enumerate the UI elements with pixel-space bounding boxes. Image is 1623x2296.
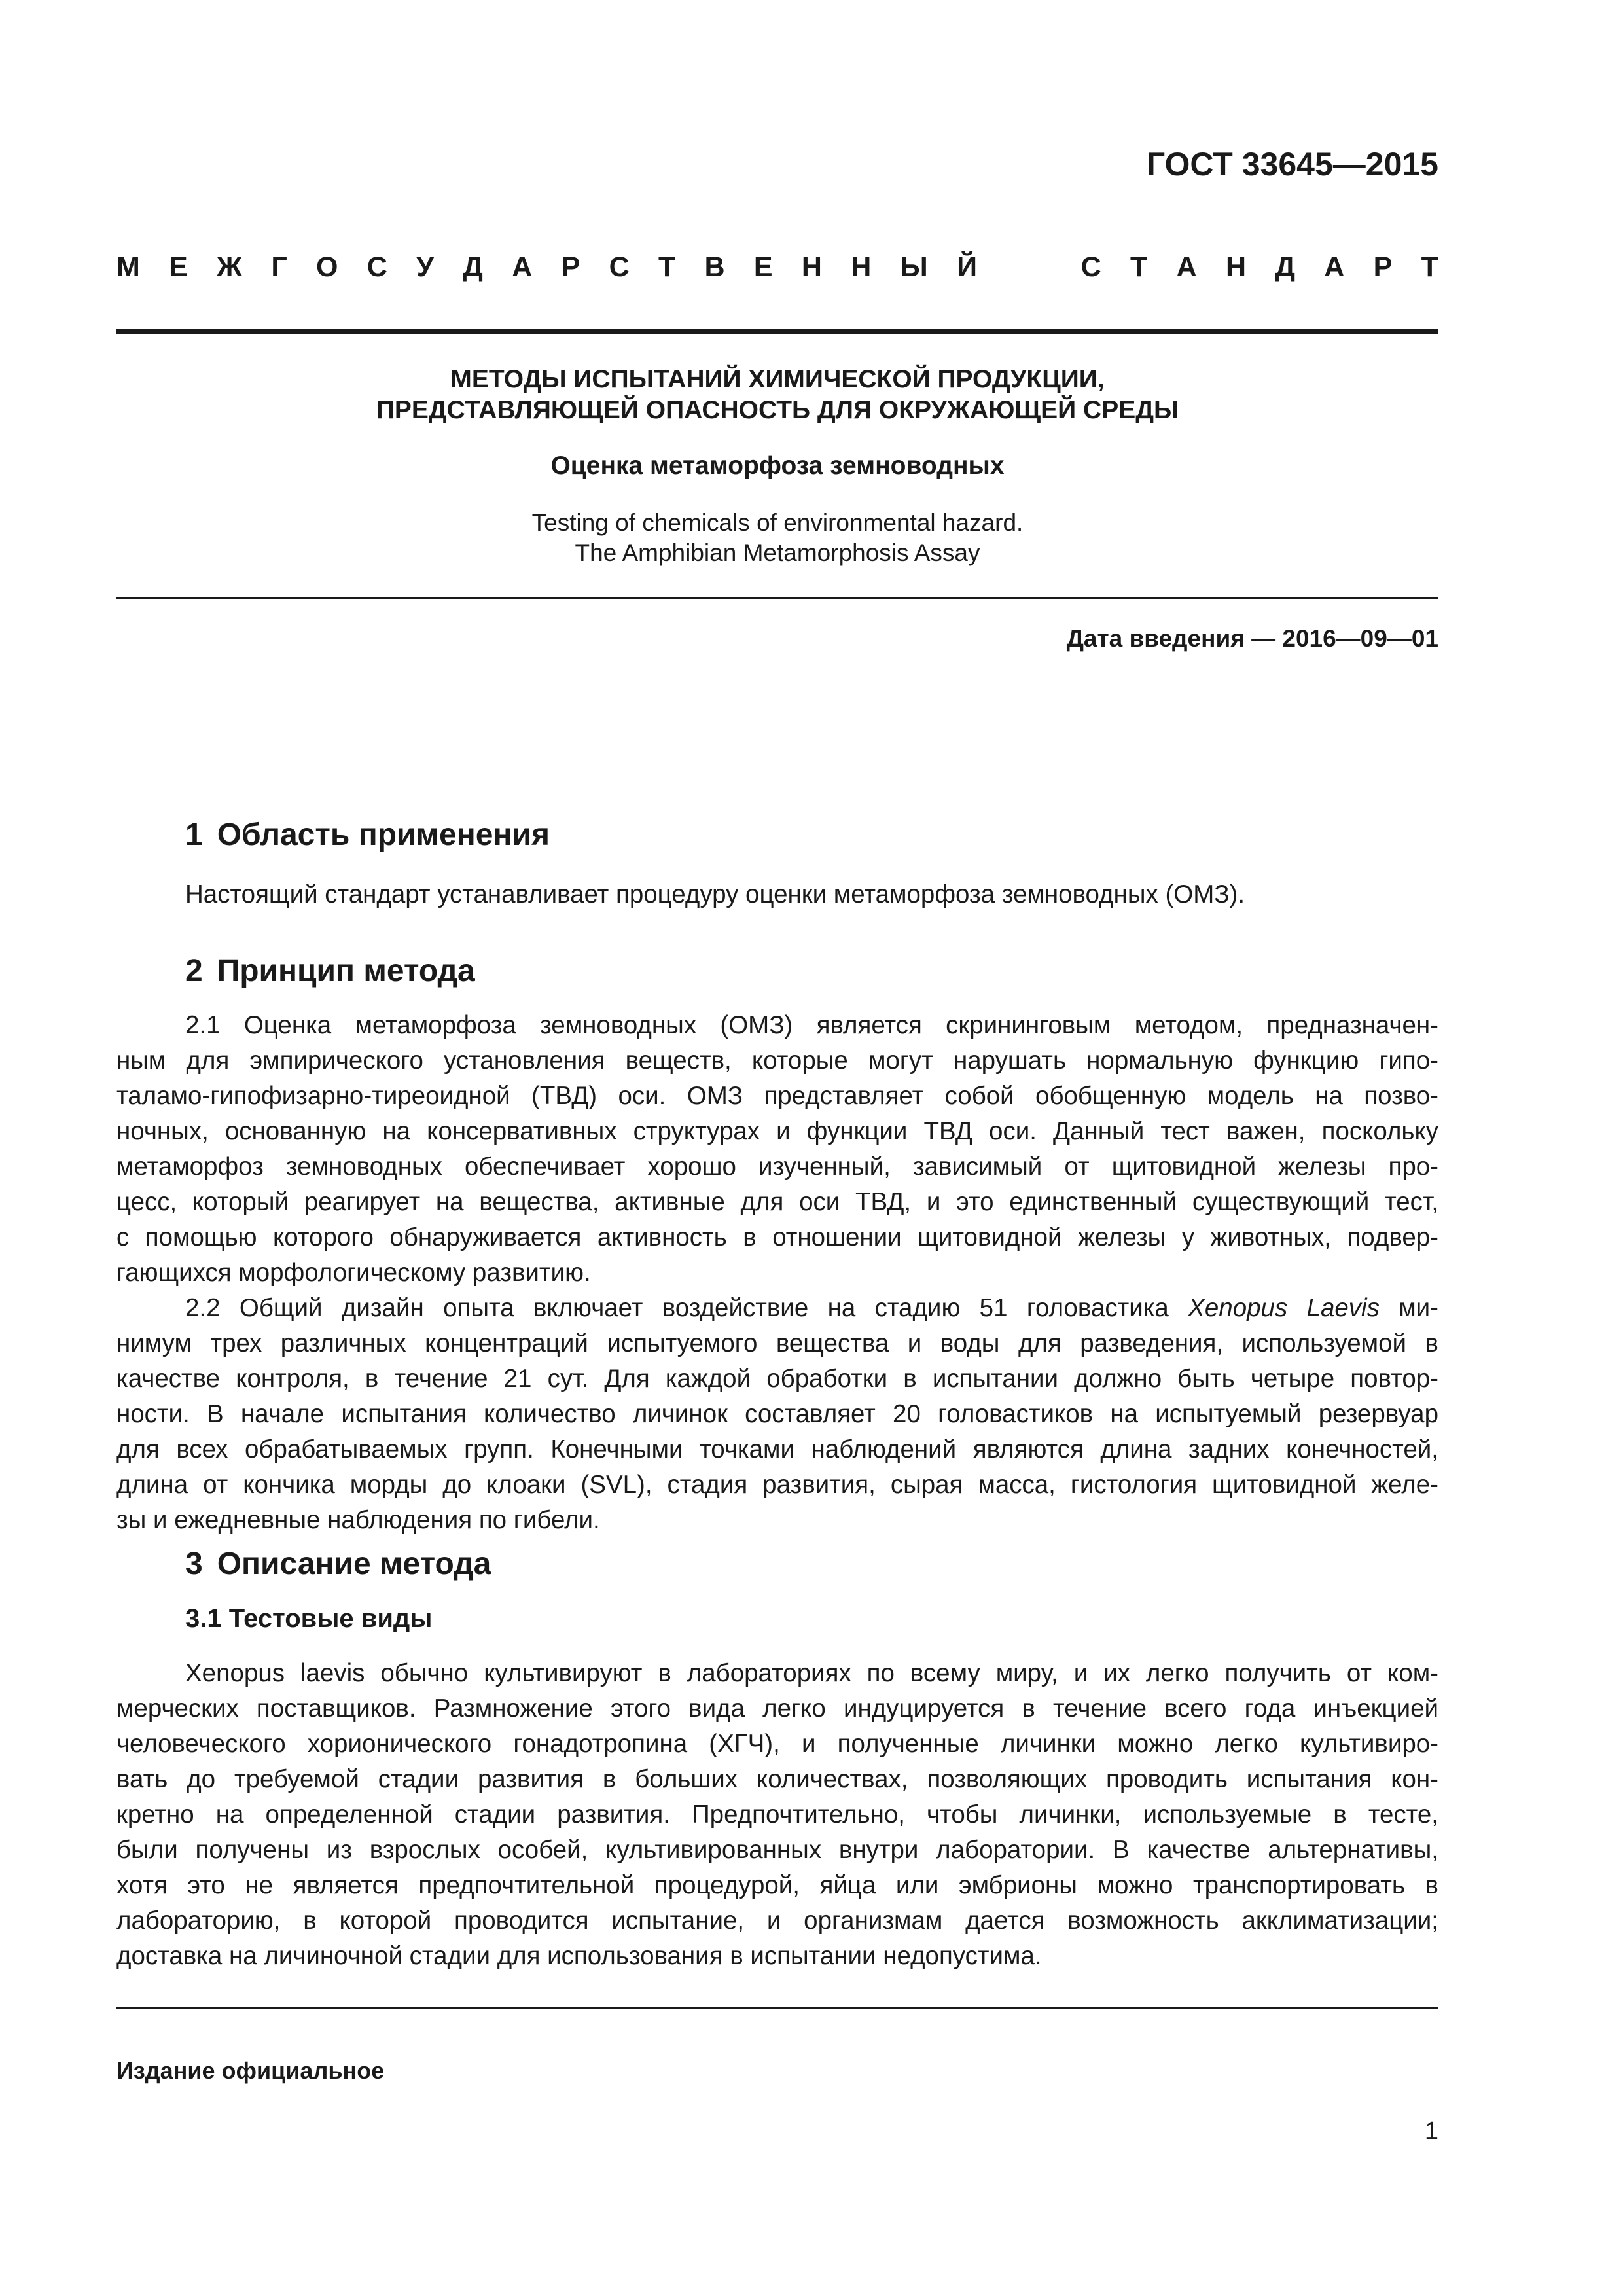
interstate-letter: Ы — [900, 251, 928, 283]
interstate-letter: Н — [801, 251, 822, 283]
paragraph-2-1-line — [116, 1220, 1438, 1255]
paragraph-2-2-text: длина от кончика морды до клоаки (SVL), стадия развития, сырая масса, гистология щитовидной желе- — [116, 1471, 1438, 1499]
paragraph-2-2-line — [116, 1361, 1438, 1397]
paragraph-3-1-line — [116, 1762, 1438, 1797]
paragraph-2-1-line — [116, 1043, 1438, 1079]
paragraph-3-1-text: мерческих поставщиков. Размножение этого вида легко индуцируется в течение всего года инъекцией — [116, 1695, 1438, 1723]
paragraph-2-1-text: цесс, который реагирует на вещества, активные для оси ТВД, и это единственный существующий тест, — [116, 1188, 1438, 1216]
paragraph-3-1-text: хотя это не является предпочтительной процедурой, яйца или эмбрионы можно транспортировать в — [116, 1871, 1438, 1899]
paragraph-3-1-line — [116, 1691, 1438, 1727]
interstate-standard-heading — [116, 247, 1438, 287]
section-1-title: Область применения — [217, 817, 550, 852]
interstate-letter: Т — [658, 251, 676, 283]
section-1-heading — [185, 817, 550, 853]
section-1-text: Настоящий стандарт устанавливает процедуру оценки метаморфоза земноводных (ОМЗ). — [185, 880, 1245, 908]
interstate-letter: С — [366, 251, 387, 283]
paragraph-3-1-text: лабораторию, в которой проводится испытание, и организмам дается возможность акклиматизации; — [116, 1907, 1438, 1935]
section-3-number: 3 — [185, 1547, 203, 1581]
paragraph-2-2-prefix: 2.2 Общий дизайн опыта включает воздействие на стадию 51 головастика — [185, 1294, 1188, 1322]
standard-number: ГОСТ 33645—2015 — [1146, 146, 1438, 183]
paragraph-3-1-line — [116, 1656, 1438, 1691]
paragraph-2-2-text: нимум трех различных концентраций испытуемого вещества и воды для разведения, используемой в — [116, 1329, 1438, 1357]
interstate-letter: Т — [1130, 251, 1148, 283]
footer-rule — [116, 2007, 1438, 2009]
paragraph-2-1 — [116, 1008, 1438, 1291]
paragraph-3-1-text: человеческого хорионического гонадотропина (ХГЧ), и полученные личинки можно легко культивиро- — [116, 1730, 1438, 1758]
section-3-title: Описание метода — [217, 1547, 491, 1581]
paragraph-2-1-text: метаморфоз земноводных обеспечивает хорошо изученный, зависимый от щитовидной железы про- — [116, 1153, 1438, 1181]
paragraph-2-1-line — [116, 1149, 1438, 1185]
interstate-letter: Е — [753, 251, 773, 283]
interstate-letter: Й — [957, 251, 977, 283]
paragraph-2-1-line — [116, 1255, 1438, 1291]
interstate-letter: Р — [561, 251, 580, 283]
interstate-letter: А — [1324, 251, 1345, 283]
interstate-letter: Н — [851, 251, 872, 283]
official-edition-label: Издание официальное — [116, 2057, 385, 2084]
paragraph-2-1-line — [116, 1185, 1438, 1220]
interstate-letter: Р — [1373, 251, 1393, 283]
paragraph-3-1-line — [116, 1727, 1438, 1762]
paragraph-2-1-text: гающихся морфологическому развитию. — [116, 1259, 591, 1287]
paragraph-3-1-text: доставка на личиночной стадии для использования в испытании недопустима. — [116, 1942, 1042, 1970]
page-number: 1 — [1424, 2117, 1438, 2145]
paragraph-3-1-text: кретно на определенной стадии развития. Предпочтительно, чтобы личинки, используемые в тесте, — [116, 1801, 1438, 1829]
paragraph-3-1-text: вать до требуемой стадии развития в больших количествах, позволяющих проводить испытания кон- — [116, 1765, 1438, 1793]
paragraph-2-1-text: таламо-гипофизарно-тиреоидной (ТВД) оси. ОМЗ представляет собой обобщенную модель на позво- — [116, 1082, 1438, 1110]
document-title-line-1: МЕТОДЫ ИСПЫТАНИЙ ХИМИЧЕСКОЙ ПРОДУКЦИИ, — [450, 365, 1105, 393]
paragraph-2-1-text: с помощью которого обнаруживается активность в отношении щитовидной железы у животных, подвер- — [116, 1223, 1438, 1251]
paragraph-2-1-line — [116, 1008, 1438, 1043]
english-title-line-2: The Amphibian Metamorphosis Assay — [575, 539, 980, 566]
interstate-letter: Е — [169, 251, 188, 283]
section-2-number: 2 — [185, 954, 203, 988]
interstate-letter: А — [1176, 251, 1197, 283]
paragraph-2-1-text: ным для эмпирического установления веществ, которые могут нарушать нормальную функцию гипо- — [116, 1047, 1438, 1075]
paragraph-2-2-text: качестве контроля, в течение 21 сут. Для каждой обработки в испытании должно быть четыре повтор- — [116, 1365, 1438, 1393]
paragraph-2-2 — [116, 1291, 1438, 1538]
interstate-letter: У — [416, 251, 434, 283]
english-title-line-1: Testing of chemicals of environmental hazard. — [531, 509, 1024, 536]
paragraph-2-1-text: ночных, основанную на консервативных структурах и функции ТВД оси. Данный тест важен, поскольку — [116, 1117, 1438, 1145]
paragraph-3-1 — [116, 1656, 1438, 1974]
paragraph-2-2-text: ности. В начале испытания количество личинок составляет 20 головастиков на испытуемый резервуар — [116, 1400, 1438, 1428]
section-2-title: Принцип метода — [217, 954, 475, 988]
interstate-letter: А — [512, 251, 533, 283]
english-title — [116, 508, 1438, 568]
interstate-letter: Д — [1275, 251, 1295, 283]
interstate-letter: Д — [463, 251, 483, 283]
interstate-letter: Н — [1225, 251, 1247, 283]
interstate-letter: Г — [271, 251, 287, 283]
section-1-number: 1 — [185, 817, 203, 852]
interstate-letter: С — [1080, 251, 1101, 283]
paragraph-2-1-line — [116, 1114, 1438, 1149]
subsection-3-1-heading: 3.1 Тестовые виды — [185, 1604, 433, 1633]
paragraph-3-1-line — [116, 1939, 1438, 1974]
interstate-letter: В — [704, 251, 725, 283]
paragraph-2-2-line — [116, 1326, 1438, 1361]
section-3-heading — [185, 1546, 491, 1582]
header-rule — [116, 329, 1438, 334]
paragraph-2-2-line — [116, 1467, 1438, 1503]
section-2-heading — [185, 953, 475, 989]
interstate-letter: О — [316, 251, 338, 283]
paragraph-3-1-line — [116, 1868, 1438, 1903]
paragraph-2-2-line — [116, 1397, 1438, 1432]
interstate-letter: С — [609, 251, 630, 283]
paragraph-3-1-line — [116, 1797, 1438, 1833]
document-title — [116, 364, 1438, 425]
species-name: Xenopus Laevis — [1188, 1294, 1380, 1322]
introduction-date: Дата введения — 2016—09—01 — [1066, 625, 1438, 652]
document-title-line-2: ПРЕДСТАВЛЯЮЩЕЙ ОПАСНОСТЬ ДЛЯ ОКРУЖАЮЩЕЙ СРЕДЫ — [376, 396, 1179, 424]
paragraph-2-1-line — [116, 1079, 1438, 1114]
paragraph-2-2-suffix: ми- — [1379, 1294, 1438, 1322]
interstate-letter: Ж — [217, 251, 243, 283]
paragraph-3-1-line — [116, 1903, 1438, 1939]
paragraph-3-1-text: Xenopus laevis обычно культивируют в лабораториях по всему миру, и их легко получить от ком- — [185, 1659, 1438, 1687]
document-subtitle: Оценка метаморфоза земноводных — [550, 452, 1005, 480]
paragraph-2-2-line — [116, 1432, 1438, 1467]
title-rule — [116, 597, 1438, 599]
paragraph-2-2-text: зы и ежедневные наблюдения по гибели. — [116, 1506, 600, 1534]
paragraph-3-1-line — [116, 1833, 1438, 1868]
interstate-letter: Т — [1421, 251, 1438, 283]
paragraph-2-2-text: для всех обрабатываемых групп. Конечными точками наблюдений являются длина задних конечностей, — [116, 1435, 1438, 1463]
paragraph-2-2-line — [116, 1503, 1438, 1538]
interstate-letter: М — [116, 251, 140, 283]
paragraph-3-1-text: были получены из взрослых особей, культивированных внутри лаборатории. В качестве альтернативы, — [116, 1836, 1438, 1864]
paragraph-2-2-line — [116, 1291, 1438, 1326]
paragraph-2-1-text: 2.1 Оценка метаморфоза земноводных (ОМЗ) является скрининговым методом, предназначен- — [185, 1011, 1438, 1039]
